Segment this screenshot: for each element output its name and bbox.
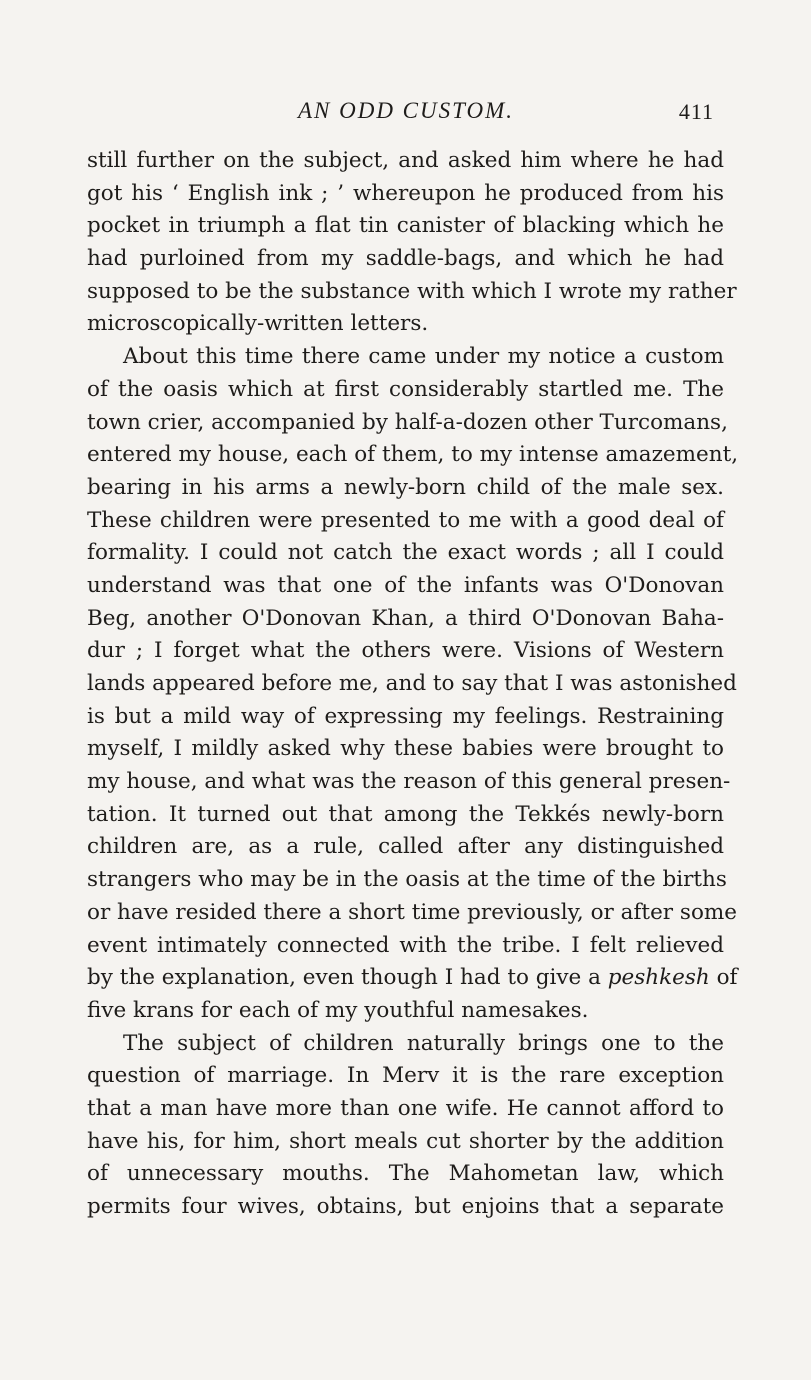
text-line: of unnecessary mouths. The Mahometan law, which [87,1161,724,1187]
text-segment: by the explanation, even though I had to give a [87,965,601,991]
text-line: or have resided there a short time previously, or after some [87,899,737,925]
text-line: pocket in triumph a flat tin canister of blacking which he [87,213,724,239]
text-line: The subject of children naturally brings one to the [123,1030,724,1056]
text-line: formality. I could not catch the exact words ; all I could [87,540,724,566]
text-line: supposed to be the substance with which I wrote my rather [87,278,737,304]
text-line: bearing in his arms a newly-born child of the male sex. [87,474,724,500]
text-segment: of [716,965,738,991]
text-line: About this time there came under my notice a custom [123,344,724,370]
running-header [88,96,724,130]
text-line: of the oasis which at first considerably startled me. The [87,376,724,402]
italic-word: peshkesh [607,965,710,991]
text-line: event intimately connected with the tribe. I felt relieved [87,932,724,958]
text-line [87,962,738,995]
text-line: strangers who may be in the oasis at the time of the births [87,867,727,893]
text-line: is but a mild way of expressing my feelings. Restraining [87,703,724,729]
page-number: 411 [678,99,714,124]
body-text [87,145,739,1224]
text-line: permits four wives, obtains, but enjoins that a separate [87,1194,724,1219]
text-line: children are, as a rule, called after any distinguished [87,834,724,860]
text-line: entered my house, each of them, to my intense amazement, [87,442,739,468]
text-line: have his, for him, short meals cut shorter by the addition [87,1128,724,1154]
text-line: microscopically-written letters. [87,311,429,337]
text-line: had purloined from my saddle-bags, and which he had [87,246,724,272]
text-line: five krans for each of my youthful namesakes. [87,997,589,1023]
text-line: These children were presented to me with a good deal of [87,507,724,533]
text-line: got his ‘ English ink ; ’ whereupon he produced from his [87,180,724,206]
text-line: still further on the subject, and asked him where he had [87,148,724,173]
text-line: question of marriage. In Merv it is the rare exception [87,1063,724,1089]
text-line: lands appeared before me, and to say that I was astonished [87,671,737,696]
text-line: town crier, accompanied by half-a-dozen other Turcomans, [87,409,728,435]
text-line: myself, I mildly asked why these babies were brought to [87,736,724,762]
text-line: that a man have more than one wife. He cannot afford to [87,1095,724,1121]
text-line: Beg, another O'Donovan Khan, a third O'Donovan Baha- [87,605,724,631]
text-line: my house, and what was the reason of this general presen- [87,769,731,795]
text-line: understand was that one of the infants was O'Donovan [87,572,724,598]
running-title: AN ODD CUSTOM. [297,98,515,123]
text-line: tation. It turned out that among the Tekkés newly-born [87,801,724,827]
text-line: dur ; I forget what the others were. Visions of Western [87,638,724,664]
